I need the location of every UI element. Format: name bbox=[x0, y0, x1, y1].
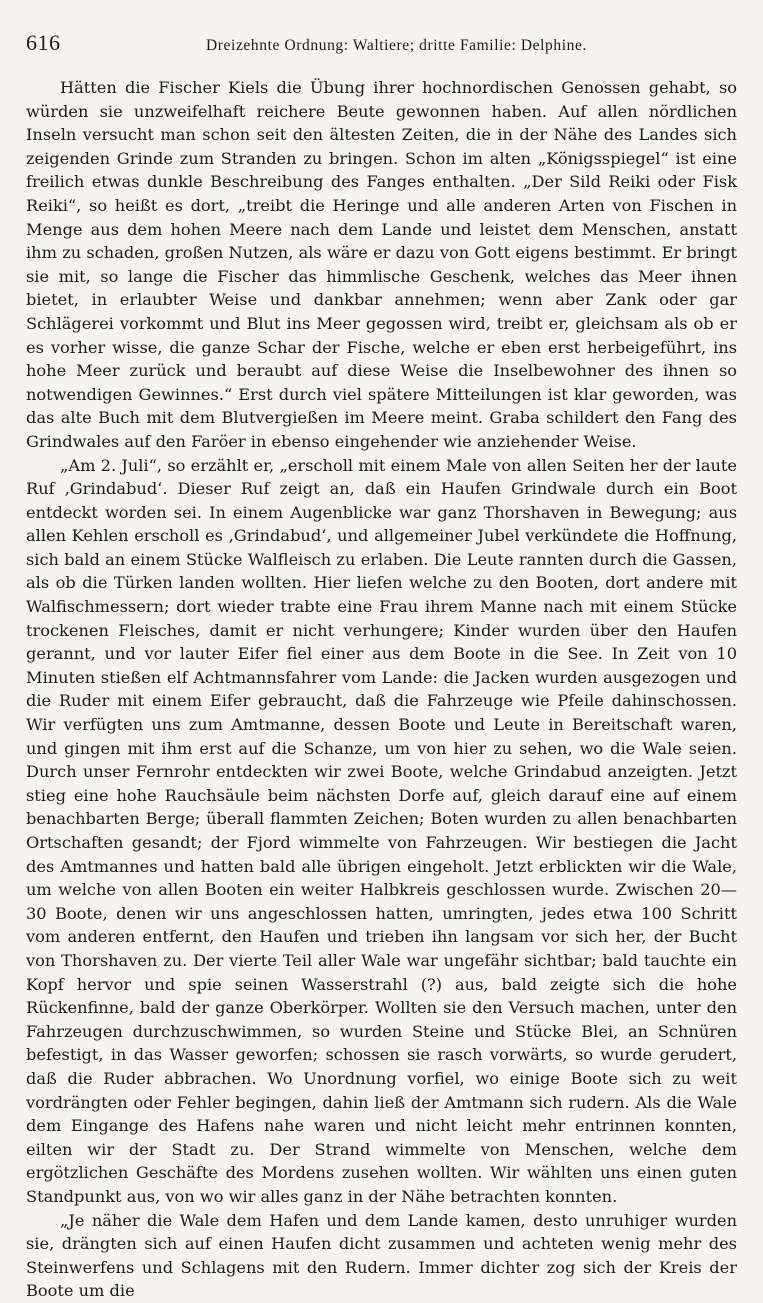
body-text bbox=[26, 76, 737, 1303]
paragraph-intro: Hätten die Fischer Kiels die Übung ihrer hochnordischen Genossen gehabt, so würden sie unzweifelhaft reichere Beute gewonnen haben. Auf allen nördlichen Inseln versucht man schon seit den ältesten Zeiten, die in der Nähe des Landes sich zeigenden Grinde zum Stranden zu bringen. Schon im alten „Königsspiegel“ ist eine freilich etwas dunkle Beschreibung des Fanges enthalten. „Der Sild Reiki oder Fisk Reiki“, so heißt es dort, „treibt die Heringe und alle anderen Arten von Fischen in Menge aus dem hohen Meere nach dem Lande und leistet dem Menschen, anstatt ihm zu schaden, großen Nutzen, als wäre er dazu von Gott eigens bestimmt. Er bringt sie mit, so lange die Fischer das himmlische Geschenk, welches das Meer ihnen bietet, in erlaubter Weise und dankbar annehmen; wenn aber Zank oder gar Schlägerei vorkommt und Blut ins Meer gegossen wird, treibt er, gleichsam als ob er es vorher wisse, die ganze Schar der Fische, welche er eben erst herbeigeführt, ins hohe Meer zurück und beraubt auf diese Weise die Inselbewohner des ihnen so notwendigen Gewinnes.“ Erst durch viel spätere Mitteilungen ist klar geworden, was das alte Buch mit dem Blutvergießen im Meere meint. Graba schildert den Fang des Grindwales auf den Faröer in ebenso eingehender wie anziehender Weise. bbox=[26, 78, 737, 451]
running-head: Dreizehnte Ordnung: Waltiere; dritte Familie: Delphine. bbox=[206, 37, 587, 54]
paragraph-graba-account: „Am 2. Juli“, so erzählt er, „erscholl mit einem Male von allen Seiten her der laute Ruf ‚Grindabud‘. Dieser Ruf zeigt an, daß ein Haufen Grindwale durch ein Boot entdeckt worden sei. In einem Augenblicke war ganz Thorshaven in Bewegung; aus allen Kehlen erscholl es ‚Grindabud‘, und allgemeiner Jubel verkündete die Hoffnung, sich bald an einem Stücke Walfleisch zu erlaben. Die Leute rannten durch die Gassen, als ob die Türken landen wollten. Hier liefen welche zu den Booten, dort andere mit Walfischmessern; dort wieder trabte eine Frau ihrem Manne nach mit einem Stücke trockenen Fleisches, damit er nicht verhungere; Kinder wurden über den Haufen gerannt, und vor lauter Eifer fiel einer aus dem Boote in die See. In Zeit von 10 Minuten stießen elf Achtmannsfahrer vom Lande: die Jacken wurden ausgezogen und die Ruder mit einem Eifer gebraucht, daß die Fahrzeuge wie Pfeile dahinschossen. Wir verfügten uns zum Amtmanne, dessen Boote und Leute in Bereitschaft waren, und gingen mit ihm erst auf die Schanze, um von hier zu sehen, wo die Wale seien. Durch unser Fernrohr entdeckten wir zwei Boote, welche Grindabud anzeigten. Jetzt stieg eine hohe Rauchsäule beim nächsten Dorfe auf, gleich darauf eine auf einem benachbarten Berge; überall flammten Zeichen; Boten wurden zu allen benachbarten Ortschaften gesandt; der Fjord wimmelte von Fahrzeugen. Wir bestiegen die Jacht des Amtmannes und hatten bald alle übrigen eingeholt. Jetzt erblickten wir die Wale, um welche von allen Booten ein weiter Halbkreis geschlossen wurde. Zwischen 20—30 Boote, denen wir uns angeschlossen hatten, umringten, jedes etwa 100 Schritt vom anderen entfernt, den Haufen und trieben ihn langsam vor sich her, der Bucht von Thorshaven zu. Der vierte Teil aller Wale war ungefähr sichtbar; bald tauchte ein Kopf hervor und spie seinen Wasserstrahl (?) aus, bald zeigte sich die hohe Rückenfinne, bald der ganze Oberkörper. Wollten sie den Versuch machen, unter den Fahrzeugen durchzuschwimmen, so wurden Steine und Stücke Blei, an Schnüren befestigt, in das Wasser geworfen; schossen sie rasch vorwärts, so wurde gerudert, daß die Ruder abbrachen. Wo Unordnung vorfiel, wo einige Boote sich zu weit vordrängten oder Fehler begingen, dahin ließ der Amtmann sich rudern. Als die Wale dem Eingange des Hafens nahe waren und nicht leicht mehr entrinnen konnten, eilten wir der Stadt zu. Der Strand wimmelte von Menschen, welche dem ergötzlichen Geschäfte des Mordens zusehen wollten. Wir wählten uns einen guten Standpunkt aus, von wo wir alles ganz in der Nähe betrachten konnten. bbox=[26, 455, 737, 1206]
page-number: 616 bbox=[26, 30, 61, 55]
paragraph-continuation: „Je näher die Wale dem Hafen und dem Lande kamen, desto unruhiger wurden sie, drängten sich auf einen Haufen dicht zusammen und achteten wenig mehr des Steinwerfens und Schlagens mit den Rudern. Immer dichter zog sich der Kreis der Boote um die bbox=[26, 1210, 737, 1301]
page-header bbox=[26, 30, 737, 56]
